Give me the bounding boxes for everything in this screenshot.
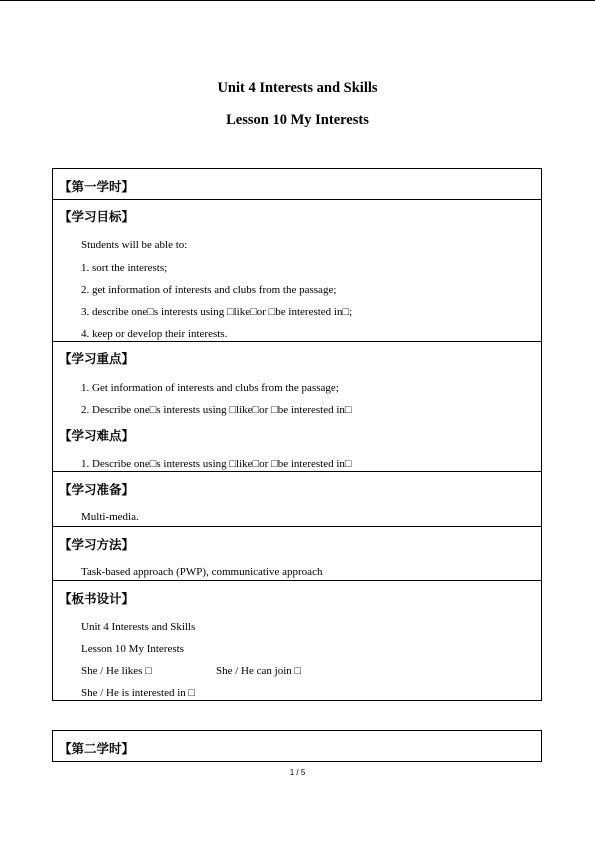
method-text: Task-based approach (PWP), communicative approach xyxy=(81,566,323,578)
page-number: 1 / 5 xyxy=(289,768,306,777)
board-section xyxy=(52,580,542,701)
objectives-item: 3. describe one□s interests using □like□or □be interested in□; xyxy=(81,306,353,318)
period1-box xyxy=(52,168,542,200)
board-line: She / He likes □ xyxy=(81,665,152,677)
period2-box xyxy=(52,730,542,762)
key-points-section xyxy=(52,341,542,472)
period2-label: 【第二学时】 xyxy=(59,741,135,756)
objectives-intro: Students will be able to: xyxy=(81,239,188,251)
difficulties-heading: 【学习难点】 xyxy=(59,428,135,443)
key-points-item: 1. Get information of interests and clubs from the passage; xyxy=(81,382,339,394)
document-subtitle: Lesson 10 My Interests xyxy=(226,112,369,128)
objectives-item: 4. keep or develop their interests. xyxy=(81,328,228,340)
key-points-item: 2. Describe one□s interests using □like□or □be interested in□ xyxy=(81,404,352,416)
period1-label: 【第一学时】 xyxy=(59,179,135,194)
objectives-item: 1. sort the interests; xyxy=(81,262,168,274)
preparation-heading: 【学习准备】 xyxy=(59,482,135,497)
method-section xyxy=(52,526,542,581)
difficulties-item: 1. Describe one□s interests using □like□or □be interested in□ xyxy=(81,458,352,470)
board-line: Lesson 10 My Interests xyxy=(81,643,184,655)
top-rule xyxy=(0,0,595,1)
board-line: She / He can join □ xyxy=(216,665,302,677)
key-points-heading: 【学习重点】 xyxy=(59,351,135,366)
preparation-section xyxy=(52,471,542,527)
objectives-item: 2. get information of interests and clubs from the passage; xyxy=(81,284,337,296)
board-heading: 【板书设计】 xyxy=(59,591,135,606)
method-heading: 【学习方法】 xyxy=(59,537,135,552)
board-line: Unit 4 Interests and Skills xyxy=(81,621,196,633)
objectives-section xyxy=(52,199,542,342)
objectives-heading: 【学习目标】 xyxy=(59,209,135,224)
preparation-text: Multi-media. xyxy=(81,511,139,523)
board-line: She / He is interested in □ xyxy=(81,687,196,699)
document-title: Unit 4 Interests and Skills xyxy=(217,80,378,96)
